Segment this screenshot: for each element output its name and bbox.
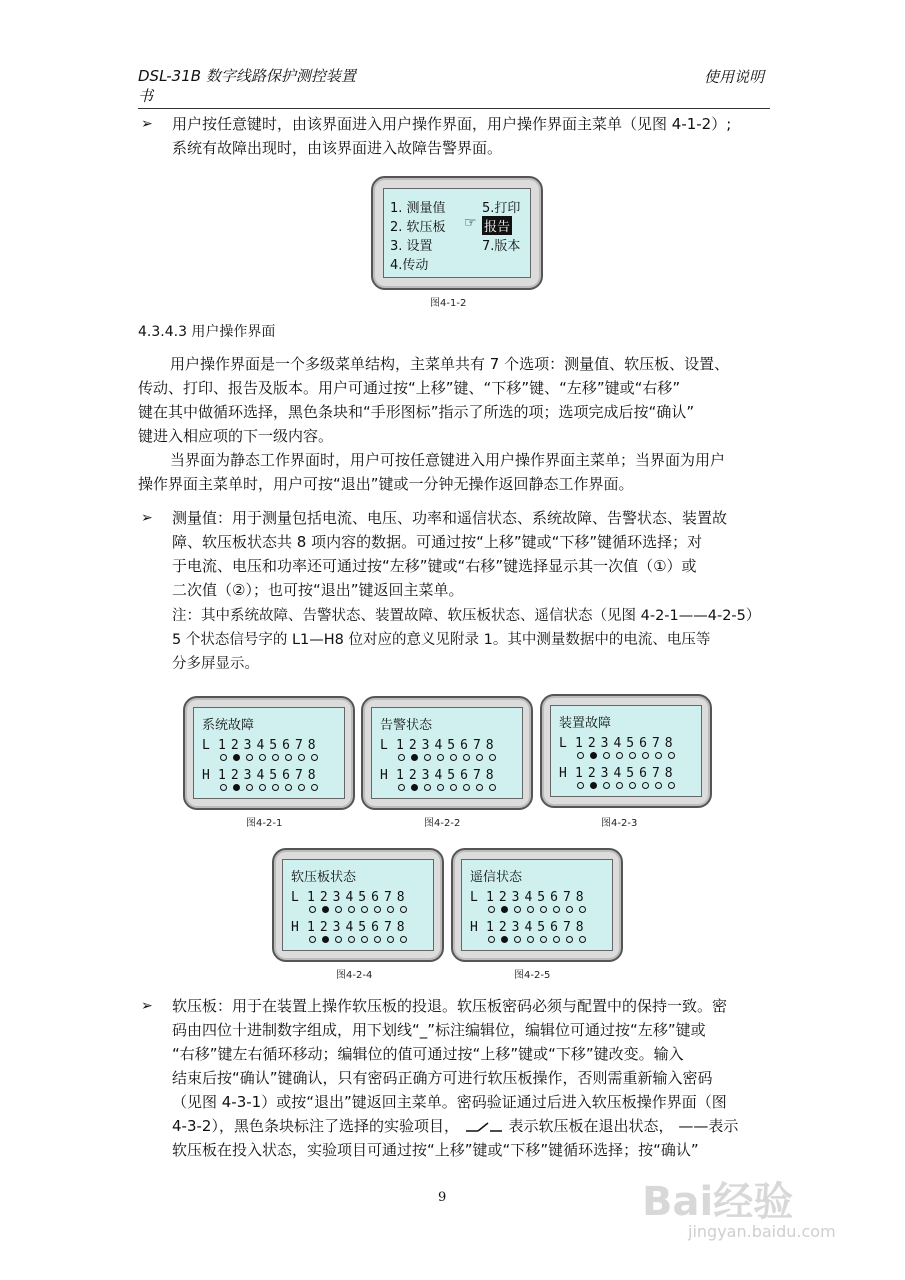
bit-dot-clear [298, 784, 305, 791]
bit-dot-clear [272, 784, 279, 791]
text-line: 障、软压板状态共 8 项内容的数据。可通过按“上移”键或“下移”键循环选择；对 [172, 533, 703, 551]
row-label: H [202, 768, 211, 783]
bit-status-row [220, 754, 318, 761]
bit-dot-clear [553, 936, 560, 943]
text-line: 码由四位十进制数字组成，用下划线“_”标注编辑位，编辑位可通过按“左移”键或 [172, 1021, 706, 1039]
bit-numbers: 12345678 [218, 738, 321, 753]
panel-title: 告警状态 [380, 718, 433, 733]
bit-dot-clear [348, 936, 355, 943]
bit-dot-clear [309, 906, 316, 913]
figure-caption: 图4-2-1 [246, 818, 283, 829]
bit-dot-clear [220, 784, 227, 791]
bit-dot-clear [642, 782, 649, 789]
menu-item-settings: 3. 设置 [390, 239, 433, 254]
watermark-url: jingyan.baidu.com [688, 1222, 836, 1241]
bit-dot-clear [642, 752, 649, 759]
bit-dot-clear [489, 754, 496, 761]
bit-dot-clear [285, 784, 292, 791]
menu-item-soft-plate: 2. 软压板 [390, 220, 446, 235]
bit-dot-clear [579, 936, 586, 943]
bit-dot-clear [437, 754, 444, 761]
text-line: 当界面为静态工作界面时，用户可按任意键进入用户操作界面主菜单；当界面为用户 [170, 451, 726, 469]
bit-dot-clear [348, 906, 355, 913]
bit-dot-set [501, 906, 508, 913]
bit-dot-clear [476, 784, 483, 791]
bit-dot-clear [616, 782, 623, 789]
bit-dot-set [322, 936, 329, 943]
header-doc-type: 使用说明 [704, 68, 765, 86]
bit-dot-clear [577, 782, 584, 789]
text-line: 传动、打印、报告及版本。用户可通过按“上移”键、“下移”键、“左移”键或“右移” [138, 379, 681, 397]
text-line: 键在其中做循环选择，黑色条块和“手形图标”指示了所选的项；选项完成后按“确认” [138, 403, 695, 421]
bit-dot-clear [335, 936, 342, 943]
bit-status-row [220, 784, 318, 791]
bit-dot-clear [285, 754, 292, 761]
lcd-screen [371, 707, 523, 799]
paragraph-5 [172, 994, 772, 1162]
bit-status-row [577, 752, 675, 759]
bit-dot-clear [514, 936, 521, 943]
text-line: 测量值：用于测量包括电流、电压、功率和遥信状态、系统故障、告警状态、装置故 [172, 509, 728, 527]
row-label: H [559, 766, 568, 781]
page-number: 9 [438, 1190, 447, 1205]
menu-item-drive: 4.传动 [390, 258, 429, 273]
bit-dot-set [411, 754, 418, 761]
text-line: 操作界面主菜单时，用户可按“退出”键或一分钟无操作返回静态工作界面。 [138, 475, 634, 493]
text-line: 5 个状态信号字的 L1—H8 位对应的意义见附录 1。其中测量数据中的电流、电压等 [172, 632, 711, 648]
bit-dot-clear [603, 782, 610, 789]
bit-status-row [488, 936, 586, 943]
bit-dot-clear [527, 936, 534, 943]
bit-dot-clear [259, 754, 266, 761]
status-panel-lcd [451, 848, 623, 962]
bit-dot-set [590, 752, 597, 759]
row-label: H [470, 920, 479, 935]
bit-dot-clear [437, 784, 444, 791]
text-line: 软压板在投入状态，实验项目可通过按“上移”键或“下移”键循环选择；按“确认” [172, 1141, 699, 1159]
bit-dot-clear [309, 936, 316, 943]
text-line: 键进入相应项的下一级内容。 [138, 427, 334, 445]
text-line: 用户按任意键时，由该界面进入用户操作界面，用户操作界面主菜单（见图 4-1-2）; [172, 115, 732, 133]
text-line: 二次值（②）；也可按“退出”键返回主菜单。 [172, 581, 464, 599]
lcd-screen [282, 859, 434, 951]
bit-numbers: 12345678 [307, 920, 410, 935]
bit-numbers: 12345678 [575, 736, 678, 751]
bit-dot-clear [655, 782, 662, 789]
bit-dot-clear [463, 784, 470, 791]
bit-dot-clear [450, 784, 457, 791]
bit-dot-clear [579, 906, 586, 913]
bit-dot-clear [540, 906, 547, 913]
bit-dot-clear [424, 784, 431, 791]
note-paragraph [172, 604, 772, 676]
figure-caption: 图4-1-2 [430, 298, 467, 309]
bit-status-row [577, 782, 675, 789]
switch-open-icon [464, 1120, 504, 1134]
panel-title: 系统故障 [202, 718, 255, 733]
text-line [172, 1114, 772, 1138]
bit-dot-set [590, 782, 597, 789]
bit-dot-clear [488, 936, 495, 943]
watermark-logo: Bai经验 [642, 1179, 794, 1225]
bit-dot-clear [259, 784, 266, 791]
bit-dot-clear [489, 784, 496, 791]
figure-caption: 图4-2-4 [336, 970, 373, 981]
text-line: 分多屏显示。 [172, 656, 259, 672]
text-line: 注：其中系统故障、告警状态、装置故障、软压板状态、遥信状态（见图 4-2-1——4-2-5） [172, 608, 761, 624]
figure-caption: 图4-2-2 [424, 818, 461, 829]
header-title: DSL-31B 数字线路保护测控装置 书 [138, 67, 356, 105]
bit-dot-set [233, 784, 240, 791]
lcd-screen [461, 859, 613, 951]
text-span: ——表示 [678, 1117, 739, 1135]
bit-dot-clear [629, 782, 636, 789]
bit-numbers: 12345678 [396, 768, 499, 783]
bit-dot-clear [246, 784, 253, 791]
bit-dot-clear [577, 752, 584, 759]
hand-pointer-icon: ☞ [464, 215, 477, 231]
bit-status-row [488, 906, 586, 913]
bit-dot-clear [311, 754, 318, 761]
bit-dot-clear [361, 936, 368, 943]
bit-dot-clear [668, 752, 675, 759]
bit-dot-clear [603, 752, 610, 759]
status-panel-lcd [272, 848, 444, 962]
text-line: 软压板：用于在装置上操作软压板的投退。软压板密码必须与配置中的保持一致。密 [172, 997, 728, 1015]
bit-dot-clear [629, 752, 636, 759]
bit-dot-clear [527, 906, 534, 913]
panel-title: 软压板状态 [291, 870, 357, 885]
bit-dot-clear [387, 936, 394, 943]
bit-dot-clear [387, 906, 394, 913]
paragraph-3 [138, 448, 778, 496]
bit-numbers: 12345678 [307, 890, 410, 905]
panel-title: 装置故障 [559, 716, 612, 731]
row-label: L [202, 738, 211, 753]
bit-dot-clear [220, 754, 227, 761]
bit-dot-clear [374, 936, 381, 943]
row-label: L [470, 890, 479, 905]
bit-dot-clear [450, 754, 457, 761]
section-title: 4.3.4.3 用户操作界面 [138, 324, 276, 340]
text-line: “右移”键左右循环移动；编辑位的值可通过按“上移”键或“下移”键改变。输入 [172, 1045, 684, 1063]
bit-dot-clear [398, 784, 405, 791]
paragraph-1 [172, 112, 731, 160]
bit-dot-set [411, 784, 418, 791]
status-panel-lcd [540, 694, 712, 808]
bit-dot-clear [311, 784, 318, 791]
bit-dot-clear [424, 754, 431, 761]
text-span: 表示软压板在退出状态， [508, 1117, 674, 1135]
bit-dot-clear [400, 936, 407, 943]
text-line: 用户操作界面是一个多级菜单结构，主菜单共有 7 个选项：测量值、软压板、设置、 [170, 355, 730, 373]
bit-dot-set [322, 906, 329, 913]
text-line: （见图 4-3-1）或按“退出”键返回主菜单。密码验证通过后进入软压板操作界面（图 [172, 1093, 727, 1111]
bit-dot-clear [553, 906, 560, 913]
bullet-icon: ➢ [141, 116, 153, 132]
bit-numbers: 12345678 [486, 920, 589, 935]
bit-dot-clear [400, 906, 407, 913]
bullet-icon: ➢ [141, 510, 153, 526]
status-panel-lcd [361, 696, 533, 810]
lcd-screen [550, 705, 702, 797]
bit-numbers: 12345678 [396, 738, 499, 753]
bit-numbers: 12345678 [218, 768, 321, 783]
paragraph-4 [172, 506, 772, 602]
bit-dot-clear [616, 752, 623, 759]
figure-caption: 图4-2-3 [601, 818, 638, 829]
bit-dot-clear [655, 752, 662, 759]
bit-dot-clear [272, 754, 279, 761]
lcd-screen [193, 707, 345, 799]
bit-status-row [398, 754, 496, 761]
menu-item-version: 7.版本 [482, 239, 521, 254]
lcd-screen [383, 188, 531, 278]
main-menu-lcd [371, 176, 543, 290]
bit-status-row [309, 906, 407, 913]
bullet-icon: ➢ [141, 998, 153, 1014]
text-line: 于电流、电压和功率还可通过按“左移”键或“右移”键选择显示其一次值（①）或 [172, 557, 697, 575]
row-label: L [380, 738, 389, 753]
bit-dot-clear [514, 906, 521, 913]
bit-dot-clear [566, 936, 573, 943]
bit-numbers: 12345678 [486, 890, 589, 905]
bit-status-row [398, 784, 496, 791]
row-label: L [291, 890, 300, 905]
bit-dot-clear [540, 936, 547, 943]
text-line: 系统有故障出现时，由该界面进入故障告警界面。 [172, 139, 503, 157]
bit-dot-clear [476, 754, 483, 761]
panel-title: 遥信状态 [470, 870, 523, 885]
bit-dot-clear [463, 754, 470, 761]
bit-dot-clear [668, 782, 675, 789]
menu-item-measure: 1. 测量值 [390, 201, 446, 216]
row-label: H [380, 768, 389, 783]
row-label: L [559, 736, 568, 751]
bit-dot-clear [374, 906, 381, 913]
header-rule [138, 108, 770, 109]
bit-dot-clear [398, 754, 405, 761]
bit-numbers: 12345678 [575, 766, 678, 781]
status-panel-lcd [183, 696, 355, 810]
paragraph-2 [138, 352, 778, 448]
bit-dot-clear [488, 906, 495, 913]
bit-dot-set [501, 936, 508, 943]
bit-dot-clear [246, 754, 253, 761]
bit-dot-clear [335, 906, 342, 913]
figure-caption: 图4-2-5 [514, 970, 551, 981]
bit-dot-clear [361, 906, 368, 913]
bit-dot-clear [298, 754, 305, 761]
bit-dot-set [233, 754, 240, 761]
menu-item-report-selected: 报告 [482, 216, 512, 235]
text-span: 4-3-2），黑色条块标注了选择的实验项目， [172, 1117, 459, 1135]
bit-status-row [309, 936, 407, 943]
row-label: H [291, 920, 300, 935]
bit-dot-clear [566, 906, 573, 913]
text-line: 结束后按“确认”键确认，只有密码正确方可进行软压板操作，否则需重新输入密码 [172, 1069, 713, 1087]
menu-item-print: 5.打印 [482, 201, 521, 216]
